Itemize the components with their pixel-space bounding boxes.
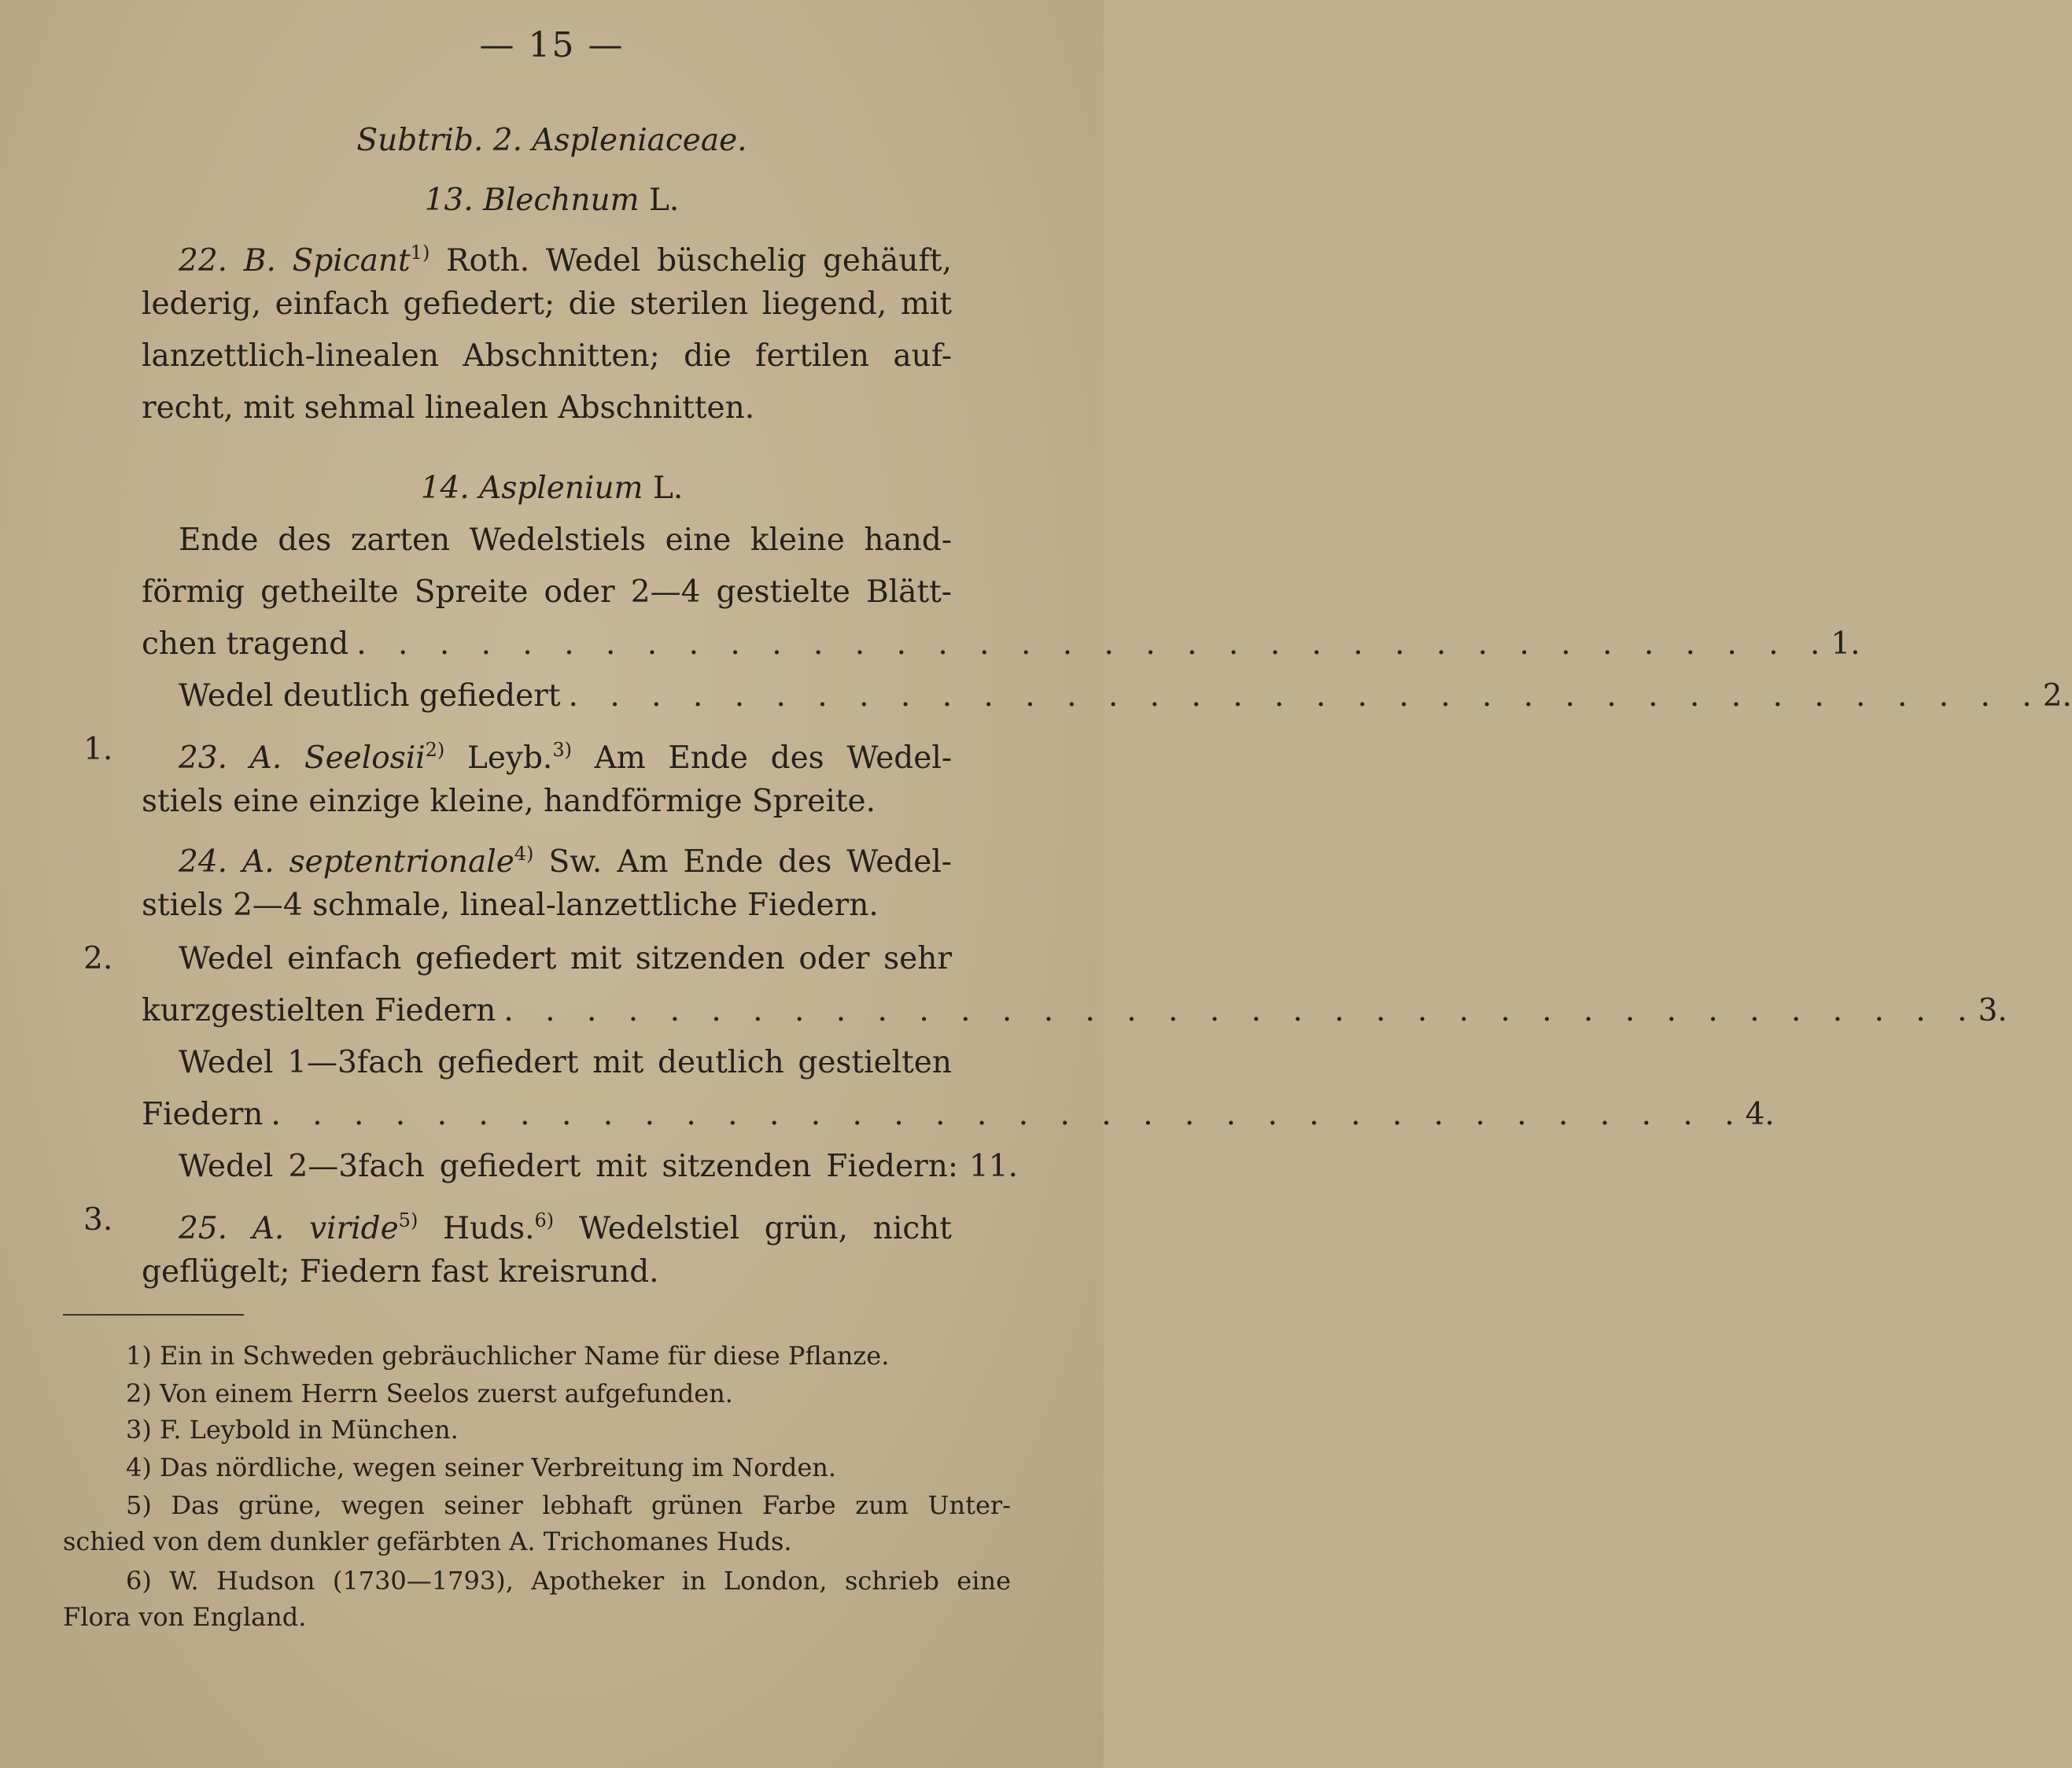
footnote-ref: 5) (398, 1209, 418, 1231)
species-text: Am Ende des Wedel- (594, 740, 953, 776)
key-text: Wedel deutlich gefiedert (179, 678, 561, 714)
page-number: — 15 — (479, 25, 625, 65)
species-number: 23. (179, 740, 228, 776)
footnote: 6) W. Hudson (1730—1793), Apotheker in London, schrieb eine (126, 1566, 1011, 1596)
key-number: 2. (83, 941, 113, 976)
genus-name: 13. Blechnum (424, 183, 640, 218)
species-name: A. viride (252, 1211, 399, 1246)
footnote-ref: 4) (514, 843, 534, 865)
key-leader-line (142, 618, 1860, 670)
key-line: Wedel einfach gefiedert mit sitzenden oder sehr (179, 941, 952, 976)
species-text: Wedelstiel grün, nicht (578, 1211, 952, 1246)
key-leader-line (142, 985, 2007, 1037)
genus-name: 14. Asplenium (420, 471, 643, 506)
key-ref: 1. (1831, 626, 1860, 662)
footnote: 3) F. Leybold in München. (126, 1415, 459, 1445)
dot-leader: . . . . . . . . . . . . . . . . . . . . . . . . . . . . . . . . . . . . (568, 678, 2043, 714)
key-line: förmig getheilte Spreite oder 2—4 gestielte Blätt- (142, 574, 952, 610)
key-leader-line (142, 1089, 1775, 1141)
key-number: 1. (83, 732, 113, 767)
key-text: Wedel 2—3fach gefiedert mit sitzenden Fiedern: (179, 1149, 958, 1184)
dot-leader: . . . . . . . . . . . . . . . . . . . . . . . . . . . . . . . . . . . . (503, 993, 1978, 1028)
species-22-line-4: recht, mit sehmal linealen Abschnitten. (142, 390, 755, 426)
genus-author: L. (652, 471, 684, 506)
key-ref: 3. (1978, 993, 2007, 1028)
key-leader-line (179, 670, 2072, 722)
species-text: Roth. Wedel büschelig gehäuft, (446, 243, 952, 279)
species-name: A. septentrionale (242, 844, 514, 880)
footnote: 2) Von einem Herrn Seelos zuerst aufgefunden. (126, 1379, 733, 1408)
genus-heading-blechnum (0, 175, 1104, 227)
key-ref: 4. (1745, 1097, 1775, 1132)
footnote: 1) Ein in Schweden gebräuchlicher Name für diese Pflanze. (126, 1341, 890, 1371)
footnote-continuation: schied von dem dunkler gefärbten A. Trichomanes Huds. (63, 1526, 792, 1556)
footnote-ref: 2) (425, 739, 445, 761)
footnote-continuation: Flora von England. (63, 1602, 307, 1632)
key-line: Wedel 1—3fach gefiedert mit deutlich gestielten (179, 1045, 952, 1080)
species-22-line-3: lanzettlich-linealen Abschnitten; die fertilen auf- (142, 338, 952, 374)
species-author: Leyb. (466, 740, 553, 776)
key-text: kurzgestielten Fiedern (142, 993, 496, 1028)
key-ref: 2. (2042, 678, 2072, 714)
species-25-line-2: geflügelt; Fiedern fast kreisrund. (142, 1254, 659, 1290)
key-line: Ende des zarten Wedelstiels eine kleine hand- (179, 522, 952, 558)
key-text: Fiedern (142, 1097, 264, 1132)
footnote: 5) Das grüne, wegen seiner lebhaft grünen Farbe zum Unter- (126, 1490, 1011, 1520)
footnote-ref: 1) (410, 242, 430, 264)
species-number: 22. (179, 243, 228, 279)
species-22-line-2: lederig, einfach gefiedert; die sterilen liegend, mit (142, 286, 952, 322)
species-name: B. Spicant (243, 243, 411, 279)
footnote: 4) Das nördliche, wegen seiner Verbreitung im Norden. (126, 1452, 837, 1482)
species-author: Huds. (443, 1211, 535, 1246)
species-text: Sw. Am Ende des Wedel- (548, 844, 952, 880)
species-24-line-2: stiels 2—4 schmale, lineal-lanzettliche Fiedern. (142, 888, 879, 923)
key-text: chen tragend (142, 626, 349, 662)
dot-leader: . . . . . . . . . . . . . . . . . . . . . . . . . . . . . . . . . . . . (271, 1097, 1746, 1132)
key-leader-line (179, 1141, 1018, 1193)
footnote-divider (63, 1314, 244, 1316)
species-number: 25. (179, 1211, 228, 1246)
key-ref: 11. (968, 1149, 1018, 1184)
genus-heading-asplenium (0, 463, 1104, 515)
subtribe-heading: Subtrib. 2. Aspleniaceae. (356, 123, 747, 158)
species-name: A. Seelosii (249, 740, 426, 776)
footnote-ref: 3) (552, 739, 572, 761)
genus-author: L. (648, 183, 680, 218)
species-number: 24. (179, 844, 228, 880)
key-number: 3. (83, 1202, 113, 1238)
dot-leader: . . . . . . . . . . . . . . . . . . . . . . . . . . . . . . . . . . . . (356, 626, 1831, 662)
species-23-line-2: stiels eine einzige kleine, handförmige Spreite. (142, 784, 876, 819)
footnote-ref: 6) (534, 1209, 555, 1231)
